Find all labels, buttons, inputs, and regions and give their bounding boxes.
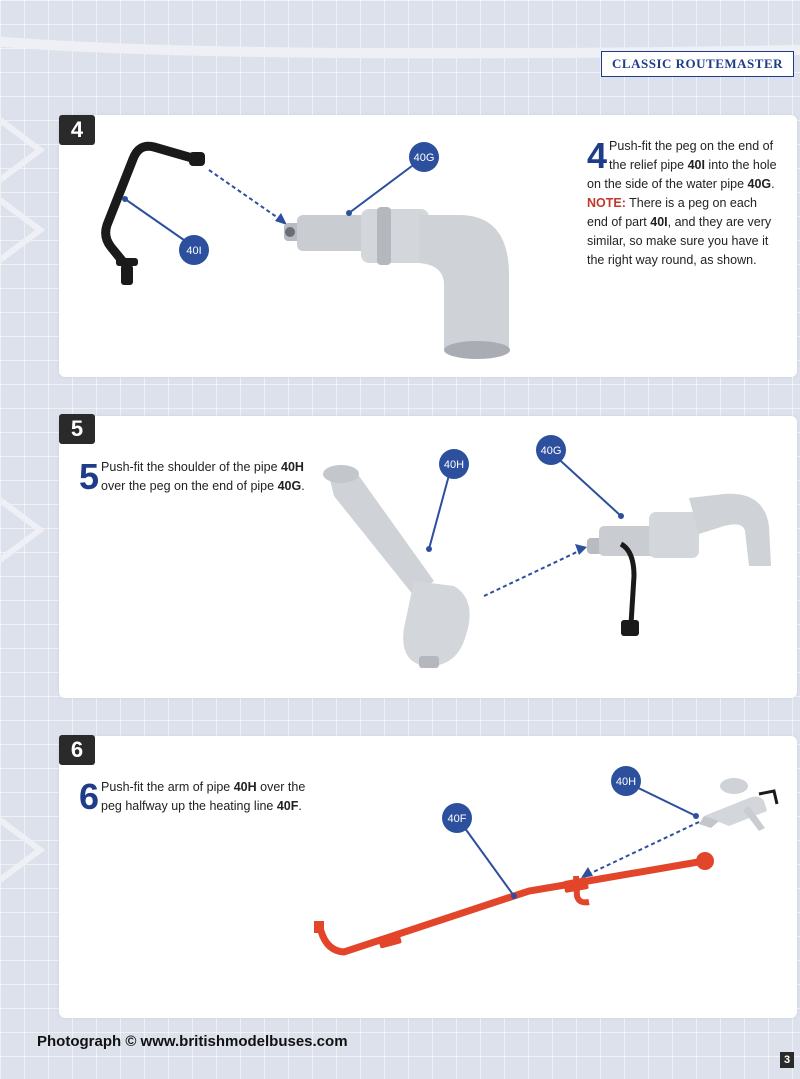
callout-40g [346,142,439,216]
step-4-guide-arrow [209,170,281,220]
heating-line-40f [314,852,714,952]
step-6-drop-cap: 6 [79,776,100,817]
photo-credit: Photograph © www.britishmodelbuses.com [37,1033,348,1050]
callout-40i-label: 40I [186,245,202,257]
callout-40i [122,196,209,265]
step-6-badge: 6 [59,735,95,765]
callout-40f [442,803,517,899]
callout-40f-label: 40F [447,813,467,825]
step-5-drop-cap: 5 [79,456,100,497]
callout-40g-label-5: 40G [540,445,562,457]
series-title: CLASSIC ROUTEMASTER [601,51,794,77]
step-4-instruction: 4 Push-fit the peg on the end of the relief pipe 40I into the hole on the side of the water pipe 40G. NOTE: There is a peg on each end of part 40I, and they are very similar, so make sure you have it the right way round, as shown. [587,135,777,267]
water-pipe-40g [284,207,510,359]
note-label: NOTE: [587,196,626,210]
step-5-badge: 5 [59,414,95,444]
step-5-instruction: 5 Push-fit the shoulder of the pipe 40H over the peg on the end of pipe 40G. [79,456,305,497]
step-5-panel [59,416,797,698]
callout-40g [536,435,624,519]
callout-40h [611,766,699,819]
step-5-guide-arrow [484,551,579,596]
callout-40h-label: 40H [443,459,465,471]
pipe-40h-assembly [699,778,777,831]
step-4-panel [59,115,797,377]
step-6-instruction: 6 Push-fit the arm of pipe 40H over the peg halfway up the heating line 40F. [79,776,306,817]
callout-40h-label-6: 40H [615,776,637,788]
step-6-panel [59,736,797,1018]
page-number: 3 [780,1052,794,1068]
pipe-40g-assembly [587,494,771,636]
callout-40h [426,449,469,552]
pipe-40h [323,465,470,668]
step-4-badge: 4 [59,115,95,145]
step-4-drop-cap: 4 [587,135,608,176]
callout-40g-label: 40G [413,152,435,164]
